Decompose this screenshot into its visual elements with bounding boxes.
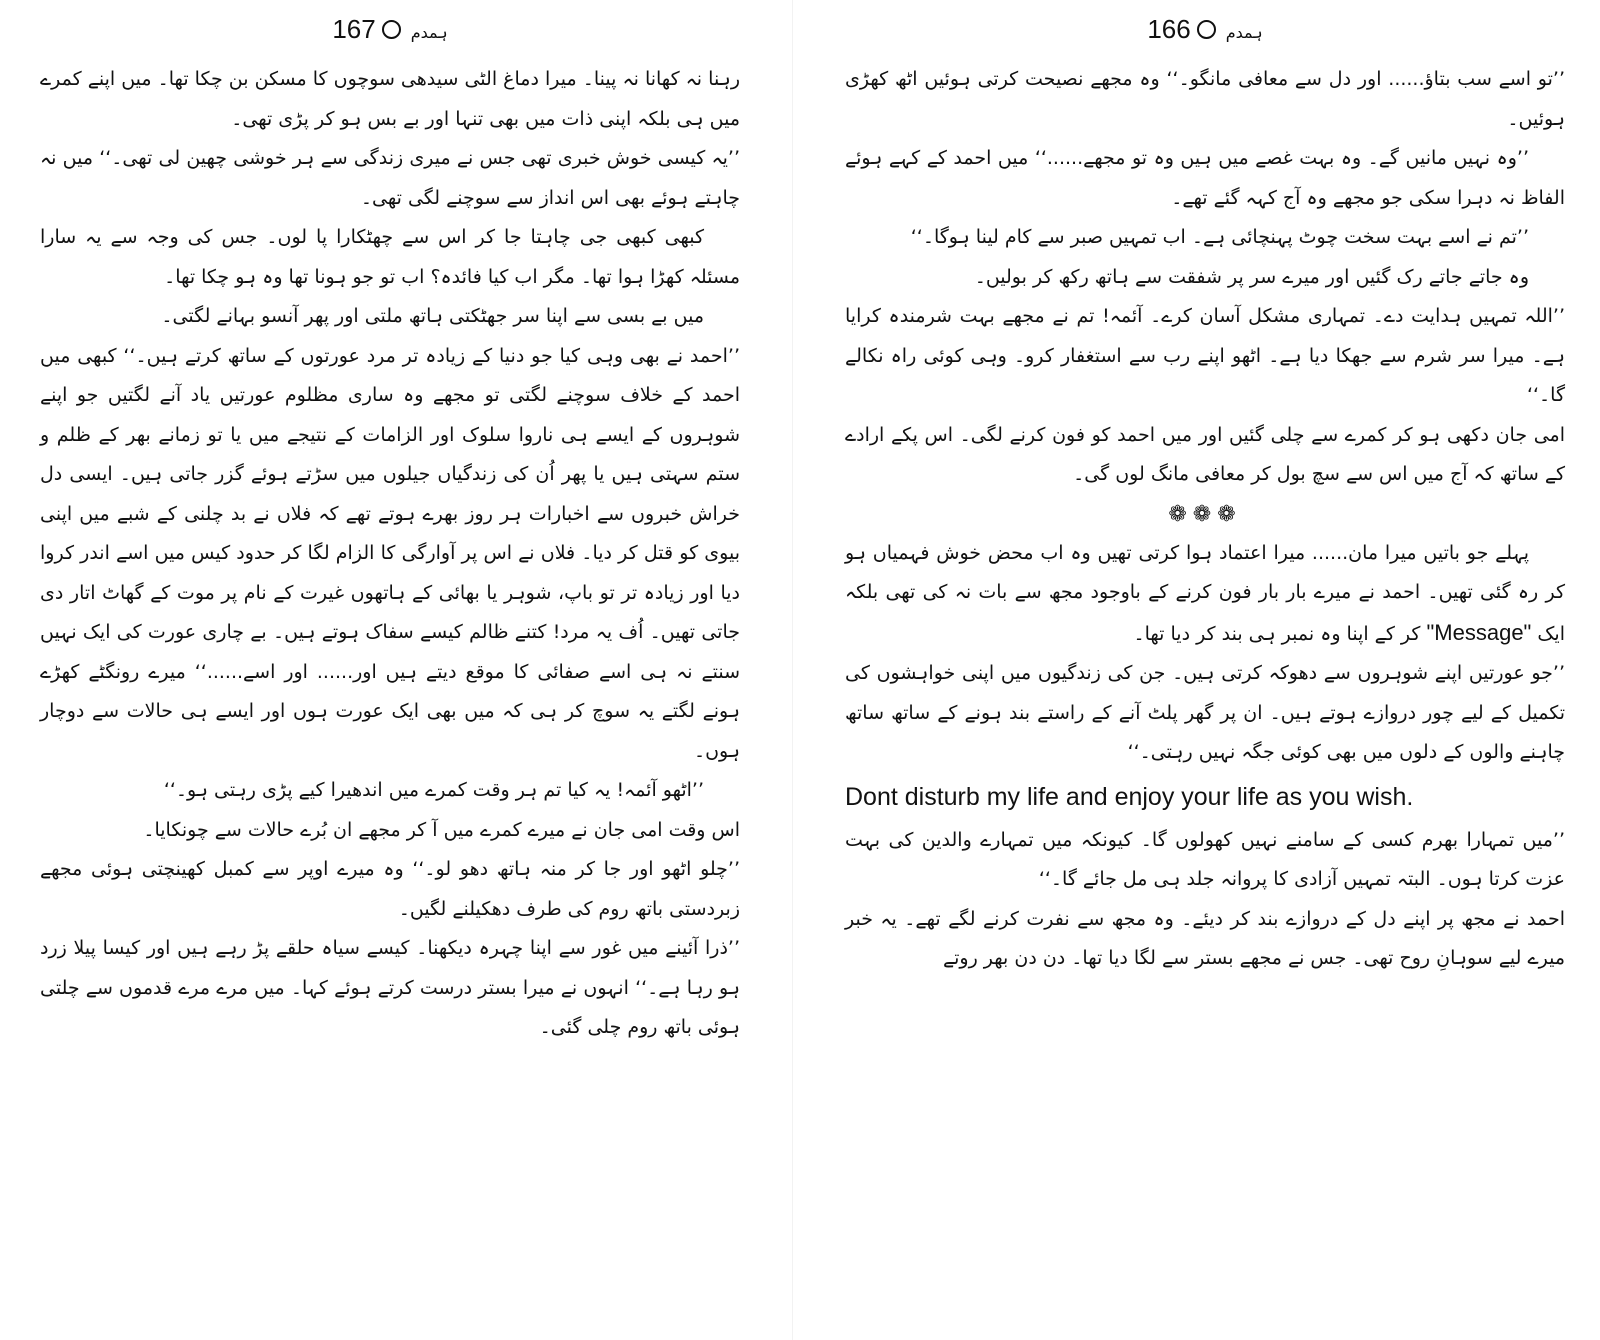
paragraph: اس وقت امی جان نے میرے کمرے میں آ کر مجھے ان بُرے حالات سے چونکایا۔: [143, 818, 740, 841]
paragraph: ’’اللہ تمہیں ہدایت دے۔ تمہاری مشکل آسان کرے۔ آئمہ! تم نے مجھے بہت شرمندہ کرایا ہے۔ میرا سر شرم سے جھکا دیا ہے۔ اٹھو اپنے رب سے استغفار کرو۔ وہی کوئی راہ نکالے گا۔‘‘: [845, 305, 1565, 406]
paragraph: [845, 534, 1565, 655]
paragraph: میں بے بسی سے اپنا سر جھٹکتی ہاتھ ملتی اور پھر آنسو بہانے لگتی۔: [161, 305, 704, 327]
paragraph-text: کر کے اپنا وہ نمبر ہی بند کر دیا تھا۔: [1133, 622, 1421, 645]
paragraph: رہنا نہ کھانا نہ پینا۔ میرا دماغ الٹی سیدھی سوچوں کا مسکن بن چکا تھا۔ میں اپنے کمرے میں ہی بلکہ اپنی ذات میں بھی تنہا اور بے بس ہو کر پڑی تھی۔: [40, 68, 740, 130]
paragraph-text: پہلے جو باتیں میرا مان...... میرا اعتماد ہوا کرتی تھیں وہ اب محض خوش فہمیاں ہو کر رہ گئی تھیں۔ احمد نے میرے بار بار فون کرنے کے باوجود مجھ سے بات نہ کی تھی بلکہ ایک: [845, 541, 1565, 645]
circle-ornament-icon: [1197, 20, 1216, 39]
left-page-body: [40, 60, 740, 1048]
paragraph: ’’احمد نے بھی وہی کیا جو دنیا کے زیادہ تر مرد عورتوں کے ساتھ کرتے ہیں۔‘‘ کبھی میں احمد کے خلاف سوچنے لگتی تو مجھے وہ ساری مظلوم عورتیں یاد آنے لگتیں جو اپنے شوہروں کے ایسے ہی ناروا سلوک اور الزامات کے نتیجے میں یا تو زمانے بھر کے ظلم و ستم سہتی ہیں یا پھر اُن کی زندگیاں جیلوں میں سڑتے ہوئے گزر جاتی ہیں۔ ایسی دل خراش خبروں سے اخبارات ہر روز بھرے ہوتے تھے کہ فلاں نے بد چلنی کے شبے میں اپنی بیوی کو قتل کر دیا۔ فلاں نے اس پر آوارگی کا الزام لگا کر حدود کیس میں اسے اندر کروا دیا اور زیادہ تر تو باپ، شوہر یا بھائی کے ہاتھوں غیرت کے نام پر موت کے گھاٹ اتار دی جاتی تھیں۔ اُف یہ مرد! کتنے ظالم کیسے سفاک ہوتے ہیں۔ بے چاری عورت کی ایک نہیں سنتے نہ ہی اسے صفائی کا موقع دیتے ہیں اور...... اور اسے......‘‘ میرے رونگٹے کھڑے ہونے لگتے یہ سوچ کر ہی کہ میں بھی ایک عورت ہوں اور ایسے ہی حالات سے دوچار ہوں۔: [40, 344, 740, 762]
paragraph: امی جان دکھی ہو کر کمرے سے چلی گئیں اور میں احمد کو فون کرنے لگی۔ اس پکے ارادے کے ساتھ کہ آج میں اس سے سچ بول کر معافی مانگ لوں گی۔: [845, 423, 1565, 485]
left-page: [40, 0, 740, 1340]
page-gutter: [792, 0, 793, 1340]
message-word: "Message": [1426, 619, 1532, 645]
paragraph: ’’یہ کیسی خوش خبری تھی جس نے میری زندگی سے ہر خوشی چھین لی تھی۔‘‘ میں نہ چاہتے ہوئے بھی اس انداز سے سوچنے لگی تھی۔: [40, 147, 740, 209]
paragraph: ’’وہ نہیں مانیں گے۔ وہ بہت غصے میں ہیں وہ تو مجھے......‘‘ میں احمد کے کہے ہوئے الفاظ نہ دہرا سکی جو مجھے وہ آج کہہ گئے تھے۔: [845, 147, 1565, 209]
page-number: 166: [1147, 14, 1191, 44]
paragraph: وہ جاتے جاتے رک گئیں اور میرے سر پر شفقت سے ہاتھ رکھ کر بولیں۔: [974, 265, 1529, 288]
left-page-header: [40, 14, 740, 45]
paragraph: ’’تو اسے سب بتاؤ...... اور دل سے معافی مانگو۔‘‘ وہ مجھے نصیحت کرتی ہوئیں اٹھ کھڑی ہوئیں۔: [845, 68, 1565, 130]
paragraph: ’’جو عورتیں اپنے شوہروں سے دھوکہ کرتی ہیں۔ جن کی زندگیوں میں اپنی خواہشوں کی تکمیل کے لیے چور دروازے ہوتے ہیں۔ ان پر گھر پلٹ آنے کے راستے بند ہونے کے ساتھ ساتھ چاہنے والوں کے دلوں میں بھی کوئی جگہ نہیں رہتی۔‘‘: [845, 662, 1565, 763]
right-page-header: [845, 14, 1565, 45]
paragraph: ’’چلو اٹھو اور جا کر منہ ہاتھ دھو لو۔‘‘ وہ میرے اوپر سے کمبل کھینچتی ہوئی مجھے زبردستی باتھ روم کی طرف دھکیلنے لگیں۔: [40, 858, 740, 920]
paragraph: ’’میں تمہارا بھرم کسی کے سامنے نہیں کھولوں گا۔ کیونکہ میں تمہارے والدین کی بہت عزت کرتا ہوں۔ البتہ تمہیں آزادی کا پروانہ جلد ہی مل جائے گا۔‘‘: [845, 828, 1565, 890]
circle-ornament-icon: [382, 20, 401, 39]
running-head: ہمدم: [410, 23, 448, 42]
right-page-body: [845, 60, 1565, 979]
paragraph: ’’ذرا آئینے میں غور سے اپنا چہرہ دیکھنا۔ کیسے سیاہ حلقے پڑ رہے ہیں اور کیسا پیلا زرد ہو رہا ہے۔‘‘ انہوں نے میرا بستر درست کرتے ہوئے کہا۔ میں مرے مرے قدموں سے چلتی ہوئی باتھ روم چلی گئی۔: [40, 937, 740, 1038]
paragraph: احمد نے مجھ پر اپنے دل کے دروازے بند کر دیئے۔ وہ مجھ سے نفرت کرنے لگے تھے۔ یہ خبر میرے لیے سوہانِ روح تھی۔ جس نے مجھے بستر سے لگا دیا تھا۔ دن دن بھر روتے: [845, 907, 1565, 969]
paragraph: ’’اٹھو آئمہ! یہ کیا تم ہر وقت کمرے میں اندھیرا کیے پڑی رہتی ہو۔‘‘: [163, 779, 704, 801]
section-break-ornament-icon: ❁❁❁: [1168, 501, 1242, 527]
right-page: [845, 0, 1565, 1340]
paragraph: کبھی کبھی جی چاہتا جا کر اس سے چھٹکارا پا لوں۔ جس کی وجہ سے یہ سارا مسئلہ کھڑا ہوا تھا۔ مگر اب کیا فائدہ؟ اب تو جو ہونا تھا وہ ہو چکا تھا۔: [40, 226, 740, 288]
paragraph: ’’تم نے اسے بہت سخت چوٹ پہنچائی ہے۔ اب تمہیں صبر سے کام لینا ہوگا۔‘‘: [910, 226, 1529, 248]
running-head: ہمدم: [1225, 23, 1263, 42]
english-quote: Dont disturb my life and enjoy your life as you wish.: [845, 782, 1414, 811]
page-number: 167: [332, 14, 376, 44]
